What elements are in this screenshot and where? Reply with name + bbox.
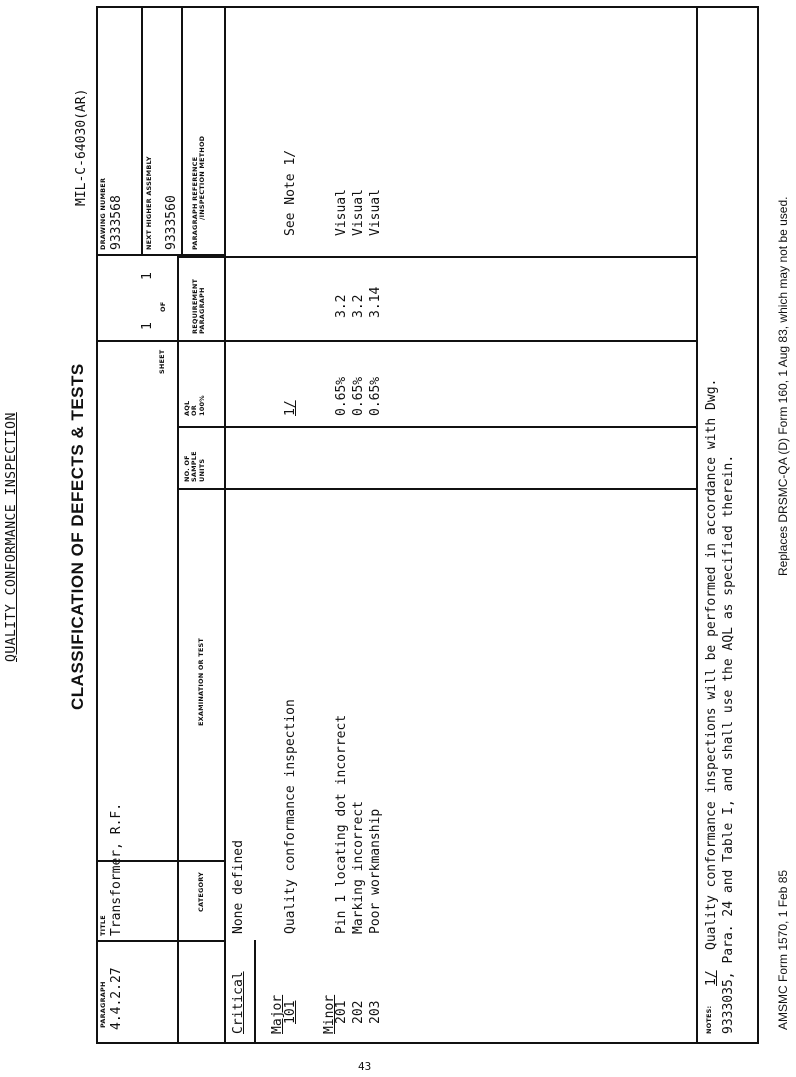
major-aql: 1/ [283, 400, 298, 416]
col-exam-sample [177, 488, 696, 490]
drawing-divider [141, 6, 143, 256]
minor-aql-201: 0.65% [334, 376, 349, 416]
minor-method-201: Visual [334, 189, 349, 236]
minor-code-203: 203 [368, 1000, 383, 1024]
sheet-value: 1 [140, 322, 155, 330]
assembly-divider [181, 6, 183, 256]
column-examination: EXAMINATION OR TEST [197, 638, 205, 726]
sheet-label: SHEET [158, 349, 166, 374]
page-number: 43 [358, 1060, 372, 1073]
major-code: 101 [283, 1000, 298, 1024]
form-title: CLASSIFICATION OF DEFECTS & TESTS [68, 363, 87, 710]
critical-category: Critical [231, 971, 246, 1034]
of-label: OF [159, 301, 167, 312]
page-header: QUALITY CONFORMANCE INSPECTION [4, 412, 19, 662]
minor-aql-202: 0.65% [351, 376, 366, 416]
col-sample-aql [177, 426, 696, 428]
column-reference: PARAGRAPH REFERENCE /INSPECTION METHOD [191, 135, 207, 250]
of-value: 1 [140, 272, 155, 280]
major-category: Major [270, 994, 285, 1034]
column-header-top [177, 256, 179, 1044]
drawing-label: DRAWING NUMBER [99, 177, 107, 250]
notes-line-1: Quality conformance inspections will be performed in accordance with Dwg. [704, 378, 719, 950]
minor-req-201: 3.2 [334, 294, 349, 318]
minor-req-202: 3.2 [351, 294, 366, 318]
paragraph-value: 4.4.2.27 [109, 967, 124, 1030]
col-req-ref [177, 256, 696, 258]
minor-category: Minor [322, 994, 337, 1034]
minor-aql-203: 0.65% [368, 376, 383, 416]
assembly-label: NEXT HIGHER ASSEMBLY [145, 156, 153, 250]
title-value: Transformer, R.F. [109, 802, 124, 936]
major-exam: Quality conformance inspection [283, 699, 298, 934]
column-sample-units: NO. OF SAMPLE UNITS [183, 451, 206, 482]
col-aql-req [177, 340, 696, 342]
notes-line-2: 9333035, Para. 24 and Table I, and shall use the AQL as specified therein. [721, 454, 736, 1034]
minor-exam-202: Marking incorrect [351, 800, 366, 934]
minor-exam-201: Pin 1 locating dot incorrect [334, 714, 349, 934]
category-divider [96, 940, 225, 942]
critical-exam: None defined [231, 840, 246, 934]
footer-form: AMSMC Form 1570, 1 Feb 85 [776, 869, 790, 1030]
column-requirement: REQUIREMENT PARAGRAPH [191, 278, 207, 334]
minor-req-203: 3.14 [368, 286, 383, 318]
notes-footnote-marker: 1/ [704, 970, 719, 986]
major-method: See Note 1/ [283, 149, 298, 236]
drawing-value: 9333568 [109, 195, 124, 250]
assembly-value: 9333560 [164, 195, 179, 250]
minor-exam-203: Poor workmanship [368, 808, 383, 934]
title-label: TITLE [99, 915, 107, 936]
notes-label: NOTES: [705, 1005, 713, 1034]
minor-method-202: Visual [351, 189, 366, 236]
column-aql: AQL OR 100% [183, 395, 206, 416]
footer-replaces: Replaces DRSMC-QA (D) Form 160, 1 Aug 83, which may not be used. [776, 196, 790, 576]
category-underline [254, 940, 256, 1044]
minor-code-201: 201 [334, 1000, 349, 1024]
spec-number: MIL-C-64030(AR) [74, 88, 89, 206]
minor-code-202: 202 [351, 1000, 366, 1024]
column-category: CATEGORY [197, 872, 205, 912]
column-header-bottom [224, 6, 226, 1044]
notes-divider [696, 6, 698, 1044]
minor-method-203: Visual [368, 189, 383, 236]
paragraph-label: PARAGRAPH [99, 981, 107, 1028]
